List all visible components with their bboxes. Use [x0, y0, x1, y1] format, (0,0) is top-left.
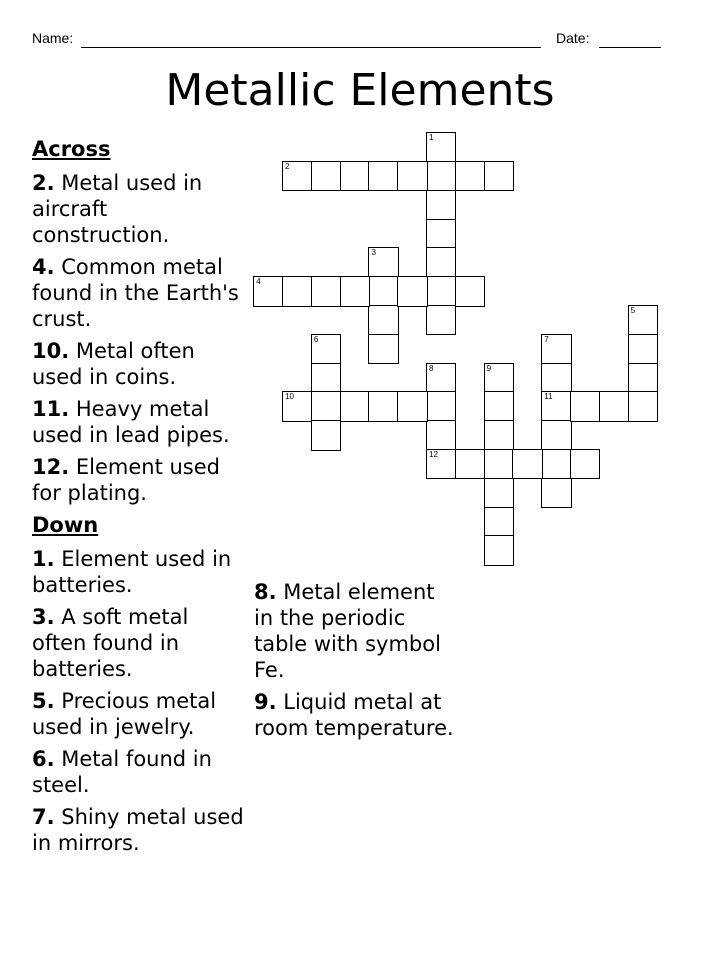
grid-cell[interactable]	[455, 449, 485, 479]
grid-cell[interactable]	[484, 391, 514, 421]
date-label: Date:	[556, 30, 590, 46]
grid-cell[interactable]	[541, 420, 571, 450]
grid-cell[interactable]	[628, 334, 658, 364]
down-heading: Down	[32, 513, 99, 537]
clue-item	[32, 604, 247, 682]
cell-number: 5	[630, 306, 636, 316]
clue-item	[32, 804, 247, 856]
clue-item	[32, 688, 247, 740]
grid-cell[interactable]	[541, 449, 571, 479]
grid-cell[interactable]	[541, 334, 571, 364]
grid-cell[interactable]	[455, 161, 485, 191]
grid-cell[interactable]	[628, 363, 658, 393]
clue-number: 12.	[32, 455, 70, 479]
grid-cell[interactable]	[426, 190, 456, 220]
clue-number: 6.	[32, 747, 55, 771]
grid-cell[interactable]	[541, 391, 571, 421]
page-title: Metallic Elements	[165, 65, 555, 116]
grid-cell[interactable]	[484, 507, 514, 537]
grid-cell[interactable]	[426, 276, 456, 306]
grid-cell[interactable]	[426, 305, 456, 335]
cell-number: 2	[285, 162, 290, 172]
grid-cell[interactable]	[628, 391, 658, 421]
cell-number: 4	[256, 277, 261, 287]
grid-cell[interactable]	[484, 478, 514, 508]
grid-cell[interactable]	[484, 363, 514, 393]
clue-item	[254, 689, 454, 741]
clue-text: Precious metal used in jewelry.	[32, 689, 217, 739]
clues-column-left	[32, 136, 247, 862]
down-clue-list	[32, 546, 247, 856]
clue-item	[32, 546, 247, 598]
grid-cell[interactable]	[311, 161, 341, 191]
clue-number: 8.	[254, 580, 277, 604]
clue-number: 1.	[32, 547, 55, 571]
grid-cell[interactable]	[484, 161, 514, 191]
clue-item	[32, 254, 247, 332]
grid-cell[interactable]	[368, 161, 398, 191]
grid-cell[interactable]	[368, 276, 398, 306]
clue-number: 7.	[32, 805, 55, 829]
cell-number: 7	[544, 334, 549, 344]
clue-text: Common metal found in the Earth's crust.	[32, 255, 239, 331]
grid-cell[interactable]	[253, 276, 283, 306]
date-line[interactable]	[599, 47, 661, 48]
clue-text: Element used for plating.	[32, 455, 220, 505]
grid-cell[interactable]	[426, 420, 456, 450]
grid-cell[interactable]	[311, 391, 341, 421]
clue-item	[254, 579, 454, 683]
clue-text: Metal often used in coins.	[32, 339, 195, 389]
grid-cell[interactable]	[311, 420, 341, 450]
grid-cell[interactable]	[282, 161, 312, 191]
grid-cell[interactable]	[512, 449, 542, 479]
down-clue-list-continued	[254, 579, 454, 741]
grid-cell[interactable]	[628, 305, 658, 335]
grid-cell[interactable]	[426, 391, 456, 421]
clue-item	[32, 454, 247, 506]
clue-item	[32, 396, 247, 448]
clue-text: Metal used in aircraft construction.	[32, 171, 203, 247]
grid-cell[interactable]	[541, 478, 571, 508]
clue-number: 9.	[254, 690, 277, 714]
grid-cell[interactable]	[368, 391, 398, 421]
cell-number: 10	[285, 392, 294, 402]
cell-number: 8	[429, 363, 434, 373]
grid-cell[interactable]	[484, 449, 514, 479]
clue-text: Metal found in steel.	[32, 747, 212, 797]
clue-number: 4.	[32, 255, 55, 279]
grid-cell[interactable]	[455, 276, 485, 306]
cell-number: 11	[544, 392, 553, 402]
name-label: Name:	[32, 30, 74, 46]
clue-item	[32, 746, 247, 798]
grid-cell[interactable]	[397, 391, 427, 421]
cell-number: 1	[429, 133, 434, 143]
grid-cell[interactable]	[311, 363, 341, 393]
grid-cell[interactable]	[426, 161, 456, 191]
grid-cell[interactable]	[426, 363, 456, 393]
grid-cell[interactable]	[311, 276, 341, 306]
grid-cell[interactable]	[368, 334, 398, 364]
across-heading: Across	[32, 137, 111, 161]
grid-cell[interactable]	[426, 132, 456, 162]
grid-cell[interactable]	[599, 391, 629, 421]
clue-number: 2.	[32, 171, 55, 195]
grid-cell[interactable]	[340, 391, 370, 421]
clue-text: Metal element in the periodic table with symbol Fe.	[254, 580, 441, 682]
clue-number: 5.	[32, 689, 55, 713]
cell-number: 12	[429, 450, 438, 460]
grid-cell[interactable]	[426, 449, 456, 479]
grid-cell[interactable]	[368, 247, 398, 277]
grid-cell[interactable]	[484, 420, 514, 450]
clue-item	[32, 338, 247, 390]
grid-cell[interactable]	[484, 535, 514, 565]
clue-text: Element used in batteries.	[32, 547, 232, 597]
grid-cell[interactable]	[311, 334, 341, 364]
clue-item	[32, 170, 247, 248]
grid-cell[interactable]	[368, 305, 398, 335]
cell-number: 6	[313, 334, 319, 344]
clue-number: 3.	[32, 605, 55, 629]
grid-cell[interactable]	[340, 161, 370, 191]
clues-column-right	[254, 579, 454, 747]
grid-cell[interactable]	[340, 276, 370, 306]
grid-cell[interactable]	[282, 276, 312, 306]
grid-cell[interactable]	[570, 449, 600, 479]
grid-cell[interactable]	[541, 363, 571, 393]
clue-text: Shiny metal used in mirrors.	[32, 805, 244, 855]
grid-cell[interactable]	[397, 276, 427, 306]
cell-number: 9	[486, 363, 492, 373]
clue-text: Liquid metal at room temperature.	[254, 690, 454, 740]
grid-cell[interactable]	[570, 391, 600, 421]
clue-number: 11.	[32, 397, 70, 421]
clue-number: 10.	[32, 339, 70, 363]
grid-cell[interactable]	[426, 247, 456, 277]
grid-cell[interactable]	[426, 219, 456, 249]
grid-cell[interactable]	[282, 391, 312, 421]
clue-text: Heavy metal used in lead pipes.	[32, 397, 230, 447]
across-clue-list	[32, 170, 247, 506]
name-line[interactable]	[81, 47, 541, 48]
grid-cell[interactable]	[397, 161, 427, 191]
clue-text: A soft metal often found in batteries.	[32, 605, 189, 681]
cell-number: 3	[371, 248, 376, 258]
